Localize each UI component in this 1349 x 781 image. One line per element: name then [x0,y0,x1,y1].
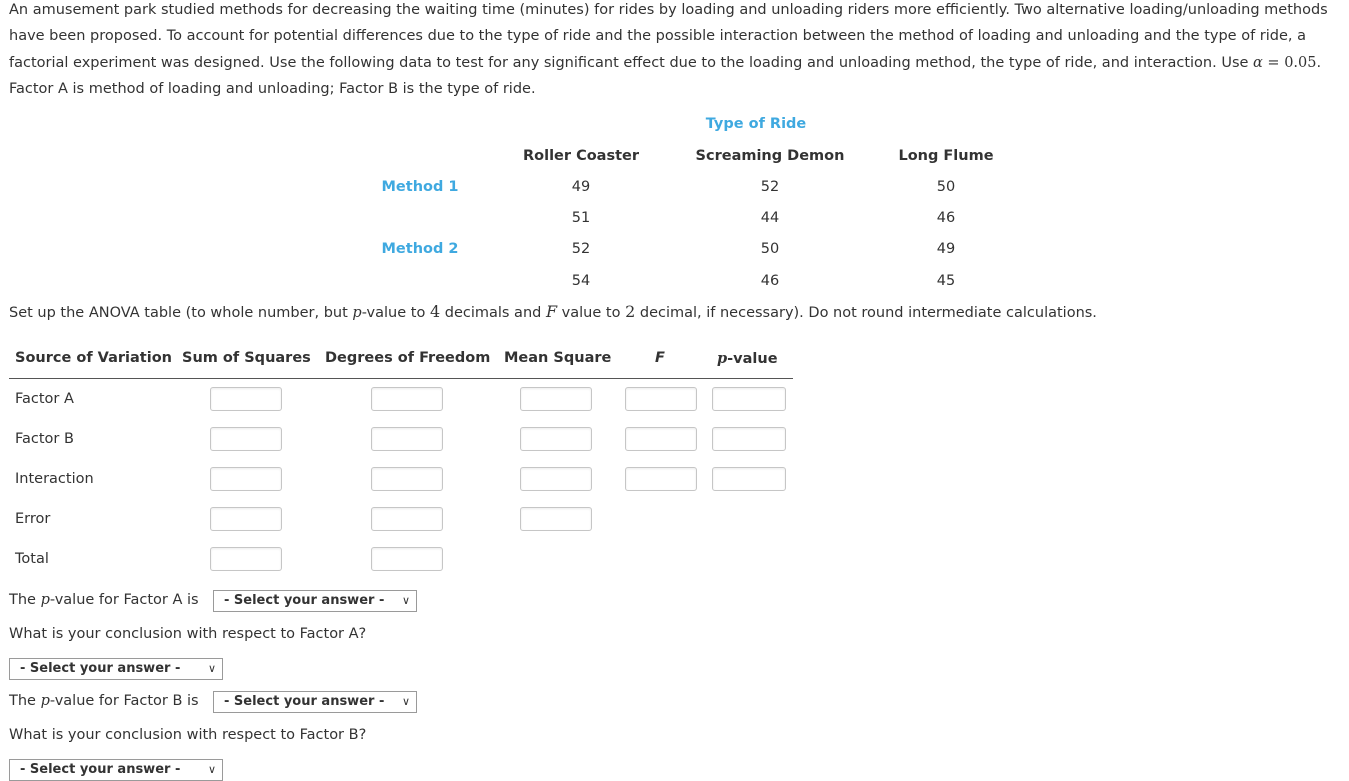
factor-b-ms-input[interactable] [520,427,592,451]
chevron-down-icon: ∨ [401,594,410,607]
column-header-long-flume: Long Flume [898,148,994,164]
p-symbol: p [40,592,50,608]
factor-b-df-input[interactable] [371,427,443,451]
question-factor-b-p-value [9,693,199,709]
data-cell: 50 [760,241,780,257]
problem-statement [9,0,1349,102]
factor-b-conclusion-select[interactable] [9,759,223,781]
alpha-symbol: α [1253,54,1263,71]
data-cell: 50 [936,179,956,195]
data-cell: 45 [936,273,956,289]
instructions-text: value to [557,305,626,321]
question-text: -value for Factor A is [49,592,199,608]
question-text: The [9,592,41,608]
alpha-value: = 0.05 [1262,54,1317,71]
interaction-f-input[interactable] [625,467,697,491]
decimals-number: 4 [429,302,441,321]
question-text: -value for Factor B is [49,693,199,709]
interaction-ms-input[interactable] [520,467,592,491]
factor-a-ss-input[interactable] [210,387,282,411]
chevron-down-icon: ∨ [207,662,216,675]
row-label-error: Error [15,511,51,527]
select-placeholder: - Select your answer - [224,694,385,709]
instructions-text: Set up the ANOVA table (to whole number, but [9,305,353,321]
data-cell: 49 [571,179,591,195]
p-symbol: p [40,693,50,709]
select-placeholder: - Select your answer - [224,593,385,608]
error-ss-input[interactable] [210,507,282,531]
chevron-down-icon: ∨ [207,763,216,776]
header-source-of-variation: Source of Variation [15,350,172,366]
question-factor-a-p-value [9,592,199,608]
question-factor-a-conclusion: What is your conclusion with respect to Factor A? [9,626,367,642]
factor-a-df-input[interactable] [371,387,443,411]
chevron-down-icon: ∨ [401,695,410,708]
column-header-screaming-demon: Screaming Demon [695,148,845,164]
data-cell: 49 [936,241,956,257]
data-cell: 52 [760,179,780,195]
factor-a-ms-input[interactable] [520,387,592,411]
method-2-label: Method 2 [381,241,459,257]
factor-a-conclusion-select[interactable] [9,658,223,680]
interaction-p-value-input[interactable] [712,467,786,491]
total-ss-input[interactable] [210,547,282,571]
factor-b-f-input[interactable] [625,427,697,451]
interaction-ss-input[interactable] [210,467,282,491]
factor-b-p-value-select[interactable] [213,691,417,713]
header-mean-square: Mean Square [504,350,612,366]
question-text: The [9,693,41,709]
data-cell: 52 [571,241,591,257]
header-divider [9,378,793,379]
interaction-df-input[interactable] [371,467,443,491]
header-p-value [717,350,778,367]
instructions-text: decimals and [440,305,546,321]
intro-text-2: . Factor A is method of loading and unloading; Factor B is the type of ride. [9,54,1322,97]
question-factor-b-conclusion: What is your conclusion with respect to Factor B? [9,727,367,743]
total-df-input[interactable] [371,547,443,571]
decimals-number: 2 [625,302,636,321]
row-label-total: Total [15,551,49,567]
anova-instructions [9,302,1097,321]
method-1-label: Method 1 [381,179,459,195]
row-label-factor-a: Factor A [15,391,74,407]
header-p-value-text: -value [727,351,778,367]
header-sum-of-squares: Sum of Squares [182,350,311,366]
column-header-roller-coaster: Roller Coaster [522,148,640,164]
data-cell: 44 [760,210,780,226]
header-degrees-of-freedom: Degrees of Freedom [325,350,491,366]
error-ms-input[interactable] [520,507,592,531]
factor-a-p-value-select[interactable] [213,590,417,612]
row-label-interaction: Interaction [15,471,94,487]
data-cell: 54 [571,273,591,289]
factor-a-f-input[interactable] [625,387,697,411]
factor-b-p-value-input[interactable] [712,427,786,451]
instructions-text: -value to [361,305,430,321]
f-symbol: F [545,302,558,321]
header-f: F [655,350,665,366]
select-placeholder: - Select your answer - [20,661,181,676]
instructions-text: decimal, if necessary). Do not round intermediate calculations. [635,305,1097,321]
intro-text-1: An amusement park studied methods for decreasing the waiting time (minutes) for rides by loading and unloading riders more efficiently. Two alternative loading/unloading methods have been proposed. To account for potential differences due to the type of ride and the possible interaction between the method of loading and unloading and the type of ride, a factorial experiment was designed. Use the following data to test for any significant effect due to the loading and unloading method, the type of ride, and interaction. Use [9,2,1328,71]
type-of-ride-header: Type of Ride [705,116,807,132]
p-symbol: p [352,305,362,321]
data-cell: 51 [571,210,591,226]
row-label-factor-b: Factor B [15,431,74,447]
p-symbol: p [717,350,728,367]
error-df-input[interactable] [371,507,443,531]
data-cell: 46 [760,273,780,289]
factor-b-ss-input[interactable] [210,427,282,451]
factor-a-p-value-input[interactable] [712,387,786,411]
data-cell: 46 [936,210,956,226]
select-placeholder: - Select your answer - [20,762,181,777]
